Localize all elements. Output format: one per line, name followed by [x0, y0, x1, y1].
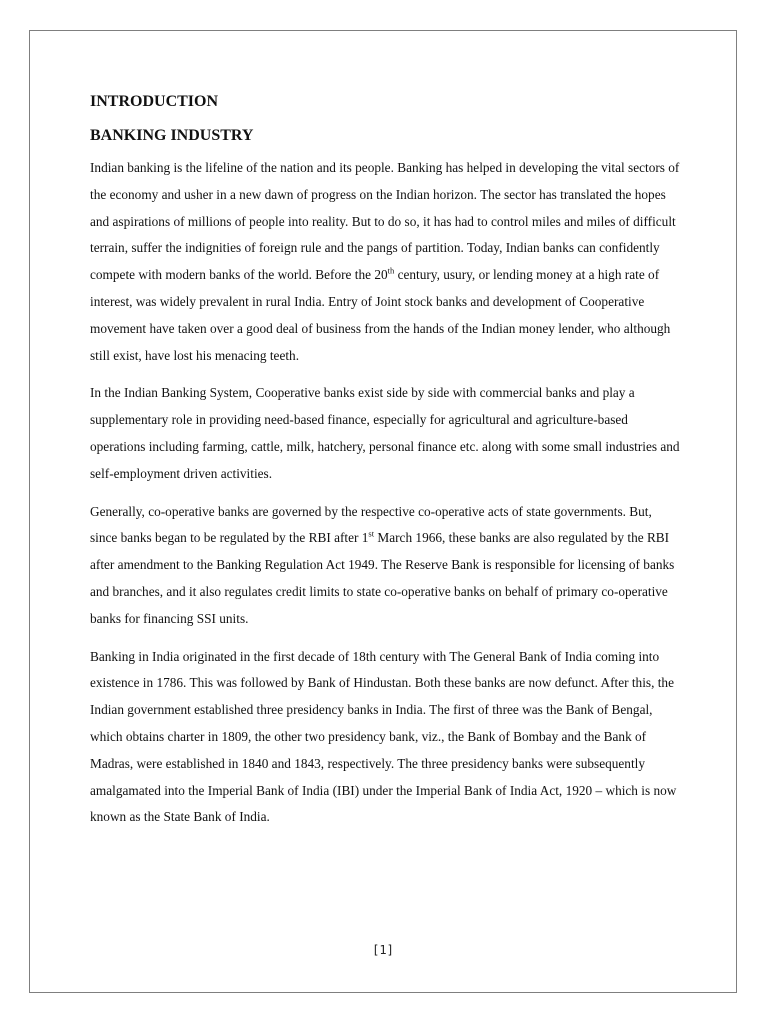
document-body [90, 93, 680, 842]
paragraph-3-text-a: Generally, co-operative banks are governed by the respective co-operative acts of state governments. But, since banks began to be regulated by the RBI after 1 [90, 503, 652, 546]
paragraph-1 [90, 155, 680, 369]
banking-industry-heading: BANKING INDUSTRY [90, 127, 254, 144]
page-number: [1] [372, 943, 394, 957]
paragraph-3 [90, 499, 680, 633]
document-page [29, 30, 737, 993]
paragraph-1-text-a: Indian banking is the lifeline of the nation and its people. Banking has helped in developing the vital sectors of the economy and usher in a new dawn of progress on the Indian horizon. The sector has translated the hopes and aspirations of millions of people into reality. But to do so, it has had to control miles and miles of difficult terrain, suffer the indignities of foreign rule and the pangs of partition. Today, Indian banks can confidently compete with modern banks of the world. Before the 20 [90, 160, 680, 283]
introduction-heading: INTRODUCTION [90, 93, 219, 110]
paragraph-1-text-b: century, usury, or lending money at a high rate of interest, was widely prevalent in rural India. Entry of Joint stock banks and development of Cooperative movement have taken over a good deal of business from the hands of the Indian money lender, who although still exist, have lost his menacing teeth. [90, 267, 671, 363]
paragraph-3-text-b: March 1966, these banks are also regulated by the RBI after amendment to the Banking Regulation Act 1949. The Reserve Bank is responsible for licensing of banks and branches, and it also regulates credit limits to state co-operative banks on behalf of primary co-operative banks for financing SSI units. [90, 530, 675, 626]
superscript-th: th [387, 265, 395, 276]
paragraph-2: In the Indian Banking System, Cooperative banks exist side by side with commercial banks and play a supplementary role in providing need-based finance, especially for agricultural and agriculture-based operations including farming, cattle, milk, hatchery, personal finance etc. along with some small industries and self-employment driven activities. [90, 385, 680, 481]
superscript-st: st [368, 528, 375, 539]
paragraph-4: Banking in India originated in the first decade of 18th century with The General Bank of India coming into existence in 1786. This was followed by Bank of Hindustan. Both these banks are now defunct. After this, the Indian government established three presidency banks in India. The first of three was the Bank of Bengal, which obtains charter in 1809, the other two presidency bank, viz., the Bank of Bombay and the Bank of Madras, were established in 1840 and 1843, respectively. The three presidency banks were subsequently amalgamated into the Imperial Bank of India (IBI) under the Imperial Bank of India Act, 1920 – which is now known as the State Bank of India. [90, 648, 677, 825]
